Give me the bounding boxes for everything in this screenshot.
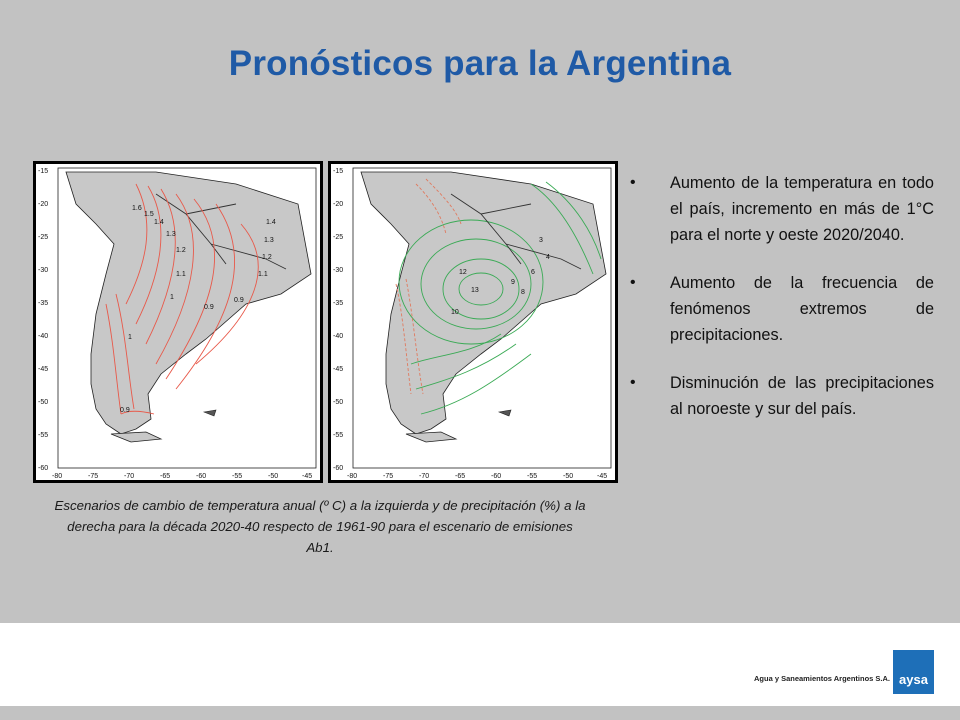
precip-label: 8 <box>521 289 525 296</box>
precipitation-map <box>328 161 618 483</box>
x-tick: -75 <box>88 473 99 480</box>
temp-label: 1.3 <box>264 237 274 244</box>
temp-label: 1.3 <box>166 231 176 238</box>
y-axis-ticks <box>333 168 343 472</box>
x-axis-ticks <box>52 473 312 480</box>
precip-label: 12 <box>459 269 467 276</box>
temp-label: 1.1 <box>258 271 268 278</box>
temperature-map-figure <box>36 164 320 480</box>
x-tick: -50 <box>563 473 574 480</box>
precip-label: 9 <box>511 279 515 286</box>
y-tick: -20 <box>38 201 49 208</box>
x-tick: -80 <box>347 473 358 480</box>
bullet-text: Aumento de la frecuencia de fenómenos extremos de precipitaciones. <box>670 274 934 344</box>
temp-label: 1.2 <box>176 247 186 254</box>
x-tick: -70 <box>419 473 430 480</box>
temp-label: 1.5 <box>144 211 154 218</box>
bullet-dot-icon: • <box>630 274 636 291</box>
temp-label: 1.4 <box>266 219 276 226</box>
figure-caption: Escenarios de cambio de temperatura anual (º C) a la izquierda y de precipitación (%) a la derecha para la década 2020-40 respecto de 1961-90 para el escenario de emisiones Ab1. <box>54 498 586 555</box>
y-tick: -35 <box>333 300 344 307</box>
temp-label: 1.6 <box>132 205 142 212</box>
y-tick: -25 <box>38 234 49 241</box>
y-tick: -40 <box>38 333 49 340</box>
bottom-strip <box>0 706 960 720</box>
x-tick: -65 <box>160 473 171 480</box>
y-tick: -35 <box>38 300 49 307</box>
temp-label: 0.9 <box>204 304 214 311</box>
temp-label: 1 <box>128 334 132 341</box>
x-tick: -55 <box>527 473 538 480</box>
x-tick: -45 <box>597 473 608 480</box>
company-name: Agua y Saneamientos Argentinos S.A. <box>754 674 890 683</box>
y-tick: -45 <box>38 366 49 373</box>
y-tick: -55 <box>38 432 49 439</box>
bullet-item <box>624 370 934 422</box>
bullet-dot-icon: • <box>630 174 636 191</box>
x-tick: -65 <box>455 473 466 480</box>
x-tick: -60 <box>196 473 207 480</box>
x-tick: -55 <box>232 473 243 480</box>
bullet-text: Disminución de las precipitaciones al noroeste y sur del país. <box>670 374 934 418</box>
y-tick: -60 <box>333 465 344 472</box>
y-tick: -20 <box>333 201 344 208</box>
y-tick: -50 <box>333 399 344 406</box>
precip-label: 6 <box>531 269 535 276</box>
temp-label: 1 <box>170 294 174 301</box>
slide-title: Pronósticos para la Argentina <box>228 44 732 83</box>
y-tick: -45 <box>333 366 344 373</box>
y-tick: -30 <box>333 267 344 274</box>
temp-label: 1.2 <box>262 254 272 261</box>
bullet-dot-icon: • <box>630 374 636 391</box>
precip-label: 3 <box>539 237 543 244</box>
y-tick: -25 <box>333 234 344 241</box>
y-tick: -55 <box>333 432 344 439</box>
aysa-logo-icon: aysa <box>893 650 934 694</box>
y-tick: -60 <box>38 465 49 472</box>
temp-label: 1.1 <box>176 271 186 278</box>
footer-bar <box>0 623 960 706</box>
x-tick: -50 <box>268 473 279 480</box>
precipitation-map-figure <box>331 164 615 480</box>
bullet-list <box>624 170 934 444</box>
temperature-map <box>33 161 323 483</box>
x-tick: -60 <box>491 473 502 480</box>
x-axis-ticks <box>347 473 607 480</box>
y-tick: -40 <box>333 333 344 340</box>
y-tick: -15 <box>333 168 344 175</box>
temp-label: 1.4 <box>154 219 164 226</box>
temp-label: 0.9 <box>120 407 130 414</box>
x-tick: -45 <box>302 473 313 480</box>
x-tick: -75 <box>383 473 394 480</box>
y-tick: -30 <box>38 267 49 274</box>
y-axis-ticks <box>38 168 48 472</box>
precip-label: 13 <box>471 287 479 294</box>
precip-label: 10 <box>451 309 459 316</box>
bullet-item <box>624 170 934 248</box>
bullet-item <box>624 270 934 348</box>
y-tick: -15 <box>38 168 49 175</box>
precip-label: 4 <box>546 254 550 261</box>
bullet-text: Aumento de la temperatura en todo el país, incremento en más de 1°C para el norte y oeste 2020/2040. <box>670 174 934 244</box>
temp-label: 0.9 <box>234 297 244 304</box>
y-tick: -50 <box>38 399 49 406</box>
x-tick: -80 <box>52 473 63 480</box>
x-tick: -70 <box>124 473 135 480</box>
